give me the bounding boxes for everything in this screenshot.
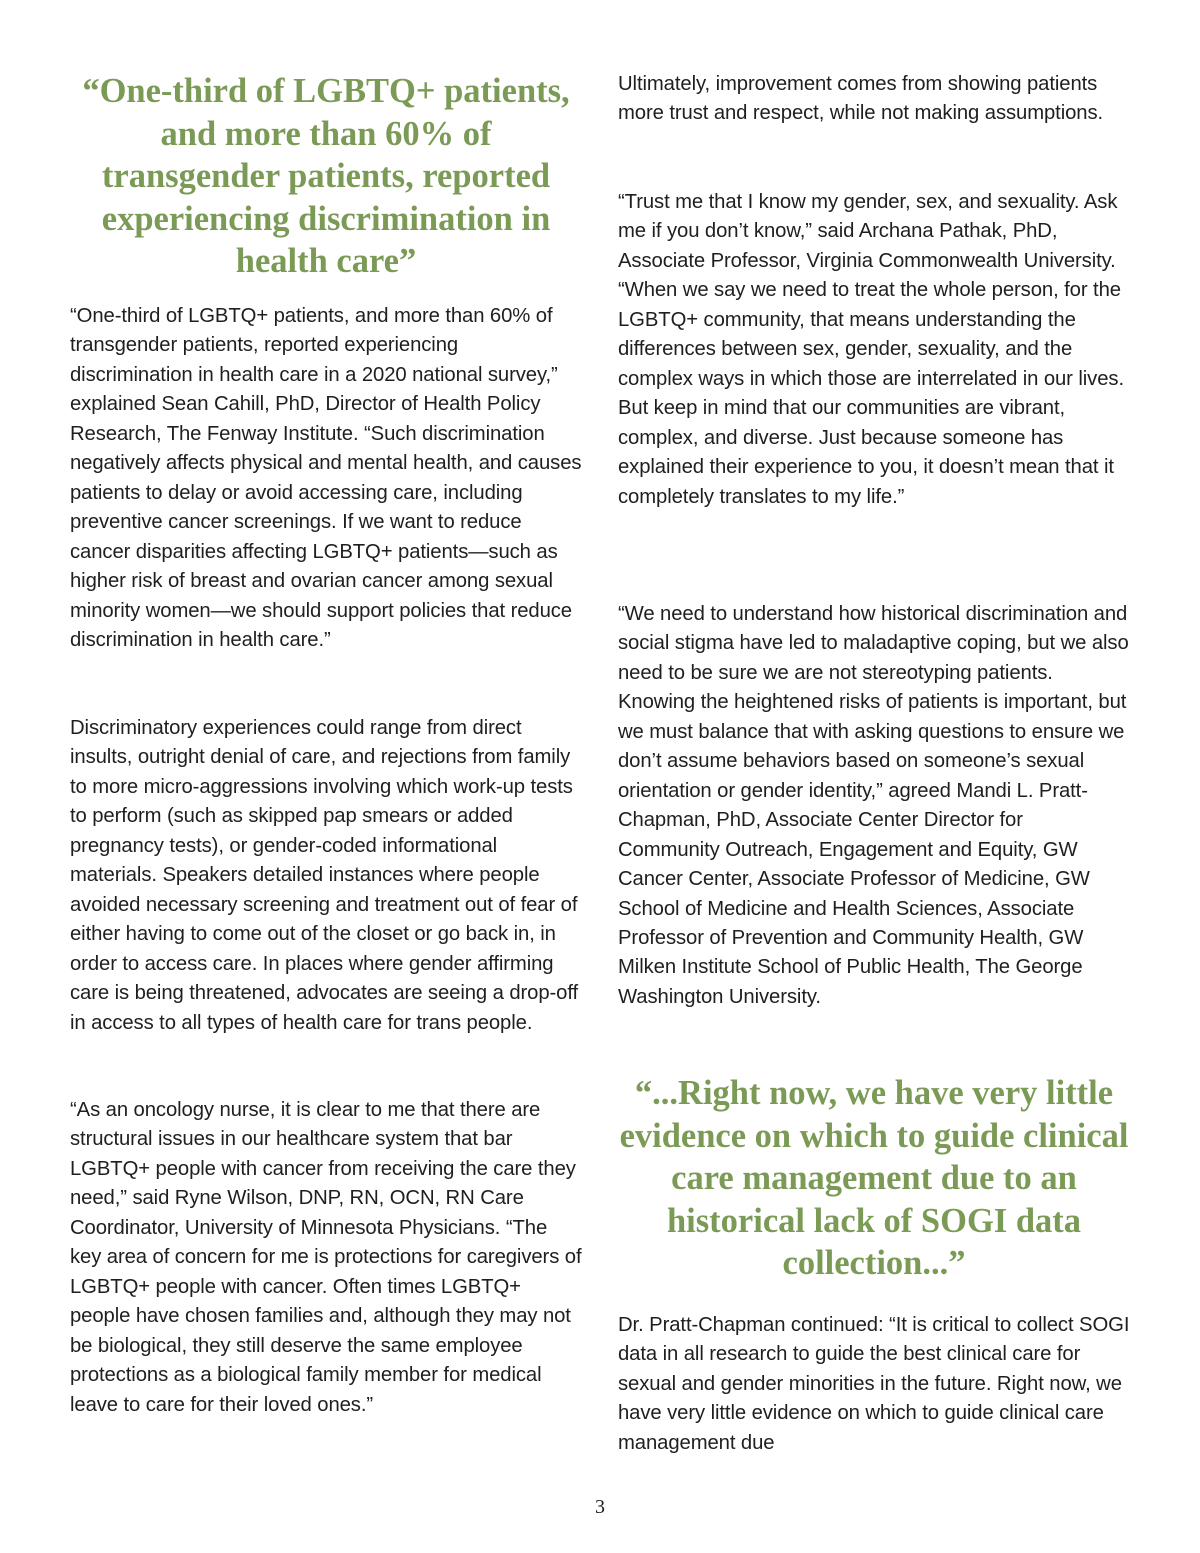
pullquote-discrimination: “One-third of LGBTQ+ patients, and more than 60% of transgender patients, reported experiencing discrimination in health care”	[82, 72, 570, 280]
pullquote-sogi-data: “...Right now, we have very little evidence on which to guide clinical care management due to an historical lack of SOGI data collection...”	[619, 1074, 1129, 1282]
paragraph-pratt-chapman-continued: Dr. Pratt-Chapman continued: “It is critical to collect SOGI data in all research to guide the best clinical care for sexual and gender minorities in the future. Right now, we have very little evidence on which to guide clinical care management due	[618, 1314, 1130, 1454]
paragraph-pathak-quote: “Trust me that I know my gender, sex, and sexuality. Ask me if you don’t know,” said Archana Pathak, PhD, Associate Professor, Virginia Commonwealth University. “When we say we need to treat the whole person, for the LGBTQ+ community, that means understanding the differences between sex, gender, sexuality, and the complex ways in which those are interrelated in our lives. But keep in mind that our communities are vibrant, complex, and diverse. Just because someone has explained their experience to you, it doesn’t mean that it completely translates to my life.”	[618, 191, 1124, 508]
paragraph-cahill-quote: “One-third of LGBTQ+ patients, and more than 60% of transgender patients, reported experiencing discrimination in health care in a 2020 national survey,” explained Sean Cahill, PhD, Director of Health Policy Research, The Fenway Institute. “Such discrimination negatively affects physical and mental health, and causes patients to delay or avoid accessing care, including preventive cancer screenings. If we want to reduce cancer disparities affecting LGBTQ+ patients—such as higher risk of breast and ovarian cancer among sexual minority women—we should support policies that reduce discrimination in health care.”	[70, 305, 582, 651]
paragraph-discriminatory-experiences: Discriminatory experiences could range from direct insults, outright denial of care, and rejections from family to more micro-aggressions involving which work-up tests to perform (such as skipped pap smears or added pregnancy tests), or gender-coded informational materials. Speakers detailed instances where people avoided necessary screening and treatment out of fear of either having to come out of the closet or go back in, in order to access care. In places where gender affirming care is being threatened, advocates are seeing a drop-off in access to all types of health care for trans people.	[70, 717, 579, 1034]
paragraph-trust-respect: Ultimately, improvement comes from showing patients more trust and respect, while not making assumptions.	[618, 73, 1104, 125]
paragraph-pratt-chapman-quote: “We need to understand how historical discrimination and social stigma have led to maladaptive coping, but we also need to be sure we are not stereotyping patients. Knowing the heightened risks of patients is important, but we must balance that with asking questions to ensure we don’t assume behaviors based on someone’s sexual orientation or gender identity,” agreed Mandi L. Pratt- Chapman, PhD, Associate Center Director for Community Outreach, Engagement and Equity, GW Cancer Center, Associate Professor of Medicine, GW School of Medicine and Health Sciences, Associate Professor of Prevention and Community Health, GW Milken Institute School of Public Health, The George Washington University.	[618, 603, 1129, 1008]
page-number: 3	[595, 1496, 605, 1518]
paragraph-wilson-quote: “As an oncology nurse, it is clear to me that there are structural issues in our healthcare system that bar LGBTQ+ people with cancer from receiving the care they need,” said Ryne Wilson, DNP, RN, OCN, RN Care Coordinator, University of Minnesota Physicians. “The key area of concern for me is protections for caregivers of LGBTQ+ people with cancer. Often times LGBTQ+ people have chosen families and, although they may not be biological, they still deserve the same employee protections as a biological family member for medical leave to care for their loved ones.”	[70, 1099, 582, 1416]
